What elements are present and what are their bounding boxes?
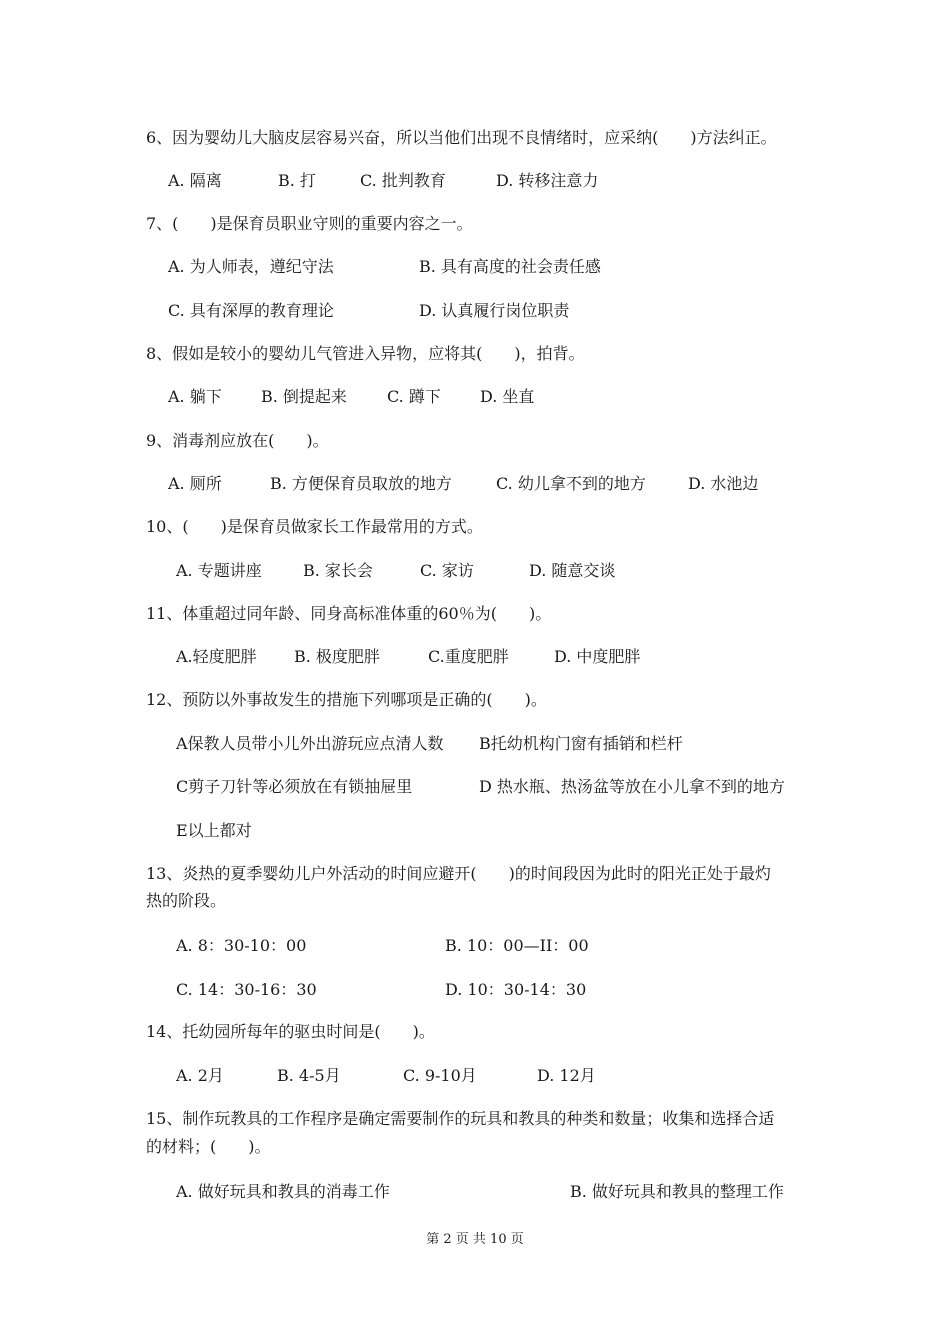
option: A. 躺下 (168, 387, 222, 406)
option: A.轻度肥胖 (176, 647, 257, 666)
option: B. 打 (278, 171, 316, 190)
option: D 热水瓶、热汤盆等放在小儿拿不到的地方 (479, 777, 785, 796)
question-stem: 12、预防以外事故发生的措施下列哪项是正确的( )。 (146, 690, 547, 709)
option: B. 10：00—II：00 (445, 936, 589, 955)
option: B. 4-5月 (277, 1066, 341, 1085)
option: D. 10：30-14：30 (445, 980, 587, 999)
option: C. 具有深厚的教育理论 (168, 301, 334, 320)
option: A. 8：30-10：00 (176, 936, 307, 955)
question-stem: 7、( )是保育员职业守则的重要内容之一。 (146, 214, 473, 233)
question-stem: 6、因为婴幼儿大脑皮层容易兴奋，所以当他们出现不良情绪时，应采纳( )方法纠正。 (146, 128, 777, 147)
option: A. 隔离 (168, 171, 222, 190)
option: D. 中度肥胖 (554, 647, 641, 666)
option: A. 为人师表，遵纪守法 (168, 257, 334, 276)
option: B. 倒提起来 (261, 387, 347, 406)
option: C. 9-10月 (403, 1066, 477, 1085)
option: C. 14：30-16：30 (176, 980, 317, 999)
option: B. 方便保育员取放的地方 (270, 474, 452, 493)
question-stem: 9、消毒剂应放在( )。 (146, 431, 329, 450)
option: A. 做好玩具和教具的消毒工作 (176, 1182, 390, 1201)
option: E以上都对 (176, 821, 252, 840)
page-footer: 第 2 页 共 10 页 (426, 1232, 524, 1247)
question-stem: 14、托幼园所每年的驱虫时间是( )。 (146, 1022, 435, 1041)
option: D. 12月 (537, 1066, 596, 1085)
question-stem-continued: 热的阶段。 (146, 891, 227, 910)
question-stem: 13、炎热的夏季婴幼儿户外活动的时间应避开( )的时间段因为此时的阳光正处于最灼 (146, 864, 771, 883)
option: D. 水池边 (688, 474, 759, 493)
option: C. 家访 (420, 561, 474, 580)
option: A保教人员带小儿外出游玩应点清人数 (176, 734, 444, 753)
option: D. 坐直 (480, 387, 535, 406)
option: D. 随意交谈 (529, 561, 616, 580)
question-stem-continued: 的材料；( )。 (146, 1137, 271, 1156)
question-stem: 10、( )是保育员做家长工作最常用的方式。 (146, 517, 483, 536)
option: A. 厕所 (168, 474, 222, 493)
option: D. 转移注意力 (496, 171, 599, 190)
option: A. 2月 (176, 1066, 224, 1085)
option: A. 专题讲座 (176, 561, 262, 580)
option: D. 认真履行岗位职责 (419, 301, 570, 320)
question-stem: 11、体重超过同年龄、同身高标准体重的60％为( )。 (146, 604, 552, 623)
option: B. 具有高度的社会责任感 (419, 257, 601, 276)
option: C剪子刀针等必须放在有锁抽屉里 (176, 777, 413, 796)
option: B. 极度肥胖 (294, 647, 380, 666)
question-stem: 8、假如是较小的婴幼儿气管进入异物，应将其( )，拍背。 (146, 344, 585, 363)
option: C. 幼儿拿不到的地方 (496, 474, 646, 493)
option: C.重度肥胖 (428, 647, 509, 666)
option: B. 做好玩具和教具的整理工作 (570, 1182, 784, 1201)
option: C. 批判教育 (360, 171, 446, 190)
option: B托幼机构门窗有插销和栏杆 (479, 734, 683, 753)
option: C. 蹲下 (387, 387, 441, 406)
question-stem: 15、制作玩教具的工作程序是确定需要制作的玩具和教具的种类和数量；收集和选择合适 (146, 1109, 775, 1128)
option: B. 家长会 (303, 561, 373, 580)
